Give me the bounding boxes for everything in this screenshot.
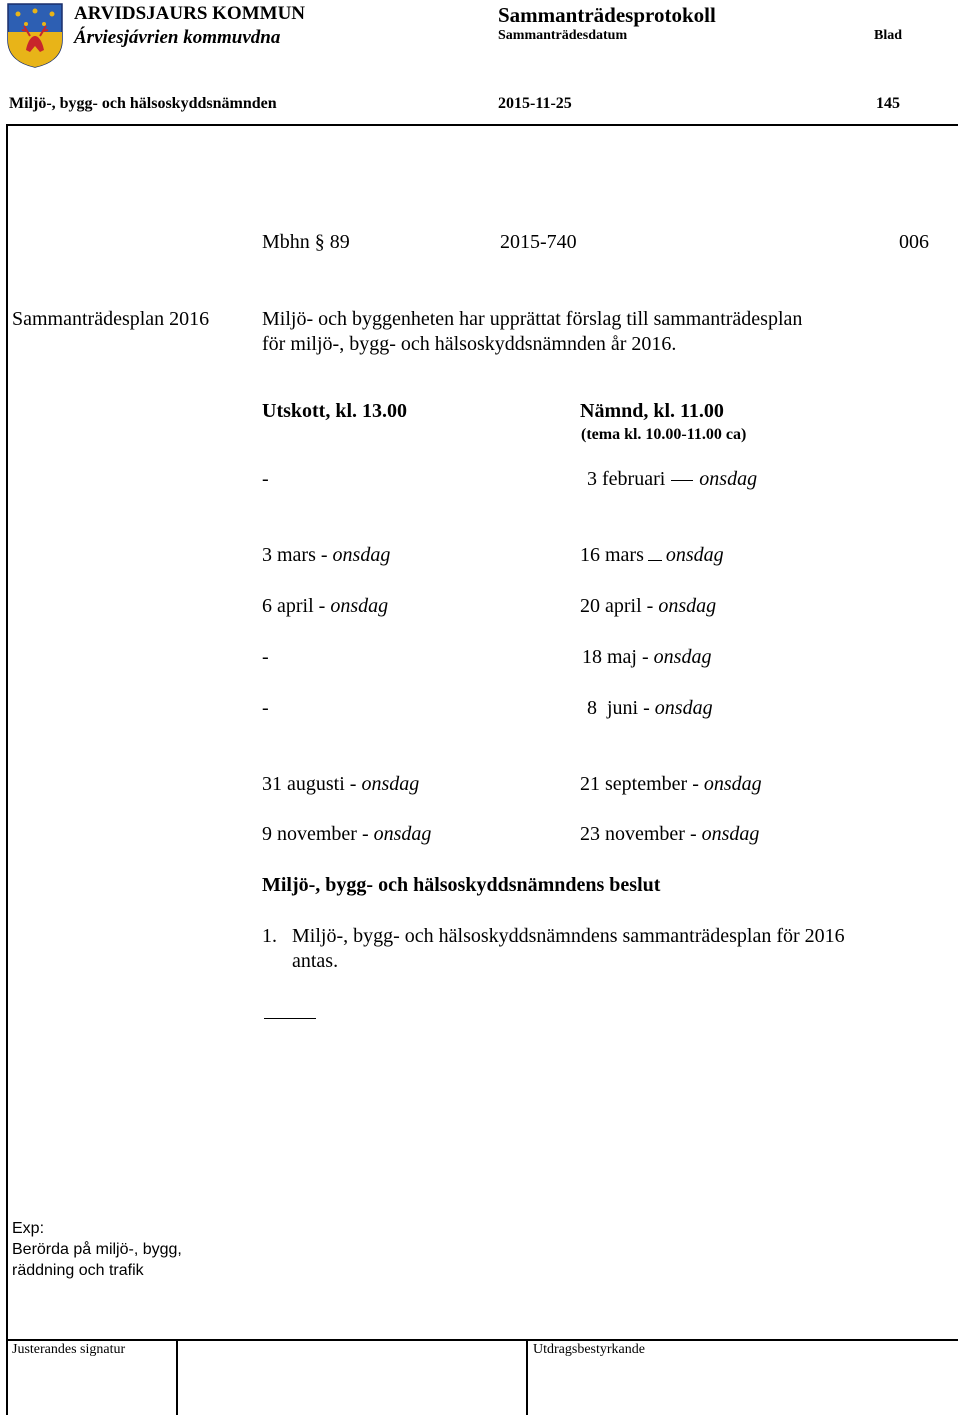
document-type: Sammanträdesprotokoll	[498, 3, 716, 27]
namnd-weekday: onsdag	[701, 823, 760, 845]
case-code: 006	[899, 231, 929, 253]
namnd-date	[580, 595, 716, 618]
utskott-date-text: 6 april -	[262, 595, 326, 617]
namnd-date	[580, 544, 724, 567]
decision-item-line2: antas.	[292, 950, 339, 972]
utskott-column-header: Utskott, kl. 13.00	[262, 400, 408, 422]
namnd-date	[587, 697, 713, 720]
namnd-date-text: 18 maj -	[582, 646, 649, 668]
utskott-weekday: onsdag	[373, 823, 432, 845]
namnd-column-header: Nämnd, kl. 11.00	[580, 400, 724, 422]
municipality-logo	[6, 2, 64, 68]
meeting-date: 2015-11-25	[498, 95, 572, 112]
date-label: Sammanträdesdatum	[498, 28, 628, 43]
namnd-weekday: onsdag	[699, 468, 758, 490]
namnd-date-text: 23 november -	[580, 823, 697, 845]
namnd-weekday: onsdag	[653, 646, 712, 668]
namnd-date-text: 3 februari	[587, 468, 666, 490]
namnd-theme-time: (tema kl. 10.00-11.00 ca)	[581, 426, 747, 443]
expedition-recipient-line2: räddning och trafik	[12, 1262, 144, 1279]
decision-item-number: 1.	[262, 925, 277, 947]
header-rule	[6, 124, 958, 126]
utskott-weekday: onsdag	[332, 544, 391, 566]
namnd-date-text: 8 juni -	[587, 697, 650, 719]
dash-separator	[648, 560, 662, 561]
utskott-date-text: 3 mars -	[262, 544, 328, 566]
footer-divider-1	[176, 1339, 178, 1415]
utskott-date-text: -	[262, 468, 269, 490]
utskott-date	[262, 697, 269, 720]
case-subject: Sammanträdesplan 2016	[12, 308, 210, 330]
namnd-date	[580, 773, 762, 796]
utskott-date-text: -	[262, 697, 269, 719]
utskott-date-text: 31 augusti -	[262, 773, 357, 795]
namnd-date	[580, 823, 759, 846]
utskott-date-text: 9 november -	[262, 823, 369, 845]
utskott-date	[262, 646, 269, 669]
left-border	[6, 124, 8, 1415]
justering-signature-label: Justerandes signatur	[12, 1342, 126, 1357]
footer-divider-2	[526, 1339, 528, 1415]
page-label: Blad	[874, 28, 903, 43]
page-number: 145	[876, 95, 900, 112]
intro-text-line2: för miljö-, bygg- och hälsoskyddsnämnden år 2016.	[262, 333, 677, 355]
utskott-weekday: onsdag	[330, 595, 389, 617]
utskott-date	[262, 595, 388, 618]
expedition-label: Exp:	[12, 1220, 45, 1237]
dash-separator	[671, 480, 693, 481]
namnd-weekday: onsdag	[665, 544, 724, 566]
namnd-date	[587, 468, 757, 491]
committee-name: Miljö-, bygg- och hälsoskyddsnämnden	[9, 95, 277, 112]
paragraph-number: Mbhn § 89	[262, 231, 350, 253]
utskott-weekday: onsdag	[361, 773, 420, 795]
decision-heading: Miljö-, bygg- och hälsoskyddsnämndens beslut	[262, 874, 661, 896]
namnd-date-text: 21 september -	[580, 773, 699, 795]
utskott-date	[262, 773, 419, 796]
decision-item-line1: Miljö-, bygg- och hälsoskyddsnämndens sammanträdesplan för 2016	[292, 925, 845, 947]
utskott-date	[262, 823, 431, 846]
namnd-date-text: 20 april -	[580, 595, 654, 617]
end-rule	[264, 1018, 316, 1019]
namnd-date	[582, 646, 711, 669]
utskott-date	[262, 544, 390, 567]
namnd-weekday: onsdag	[658, 595, 717, 617]
namnd-weekday: onsdag	[703, 773, 762, 795]
org-name-sami: Árviesjávrien kommuvdna	[74, 27, 281, 48]
intro-text-line1: Miljö- och byggenheten har upprättat förslag till sammanträdesplan	[262, 308, 803, 330]
utskott-date-text: -	[262, 646, 269, 668]
utdrag-label: Utdragsbestyrkande	[533, 1342, 645, 1357]
expedition-recipient-line1: Berörda på miljö-, bygg,	[12, 1241, 182, 1258]
utskott-date	[262, 468, 269, 491]
org-name: ARVIDSJAURS KOMMUN	[74, 3, 306, 24]
case-number: 2015-740	[500, 231, 577, 253]
footer-rule	[6, 1339, 958, 1341]
namnd-date-text: 16 mars	[580, 544, 644, 566]
namnd-weekday: onsdag	[654, 697, 713, 719]
